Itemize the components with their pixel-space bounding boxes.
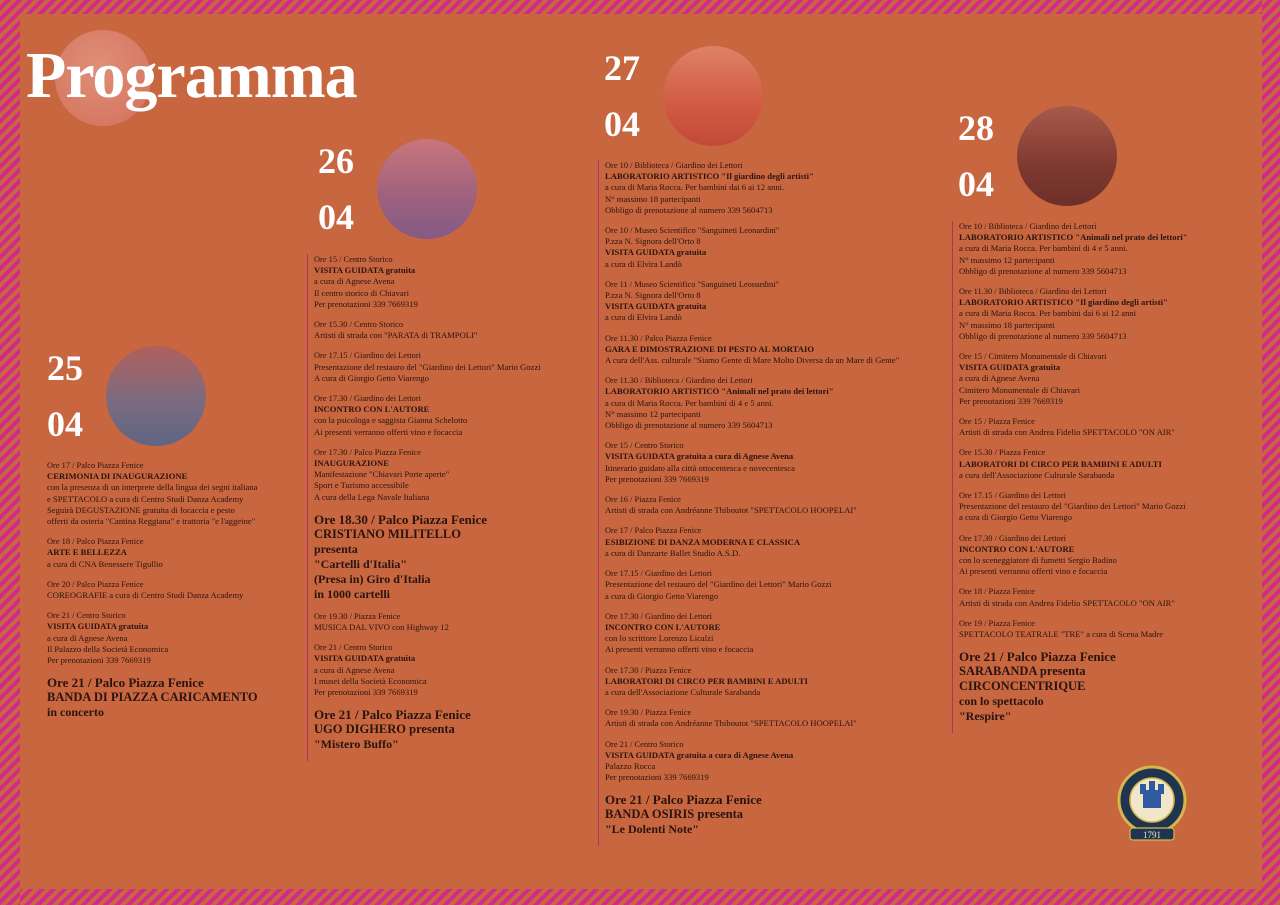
- event-line: Cimitero Monumentale di Chiavari: [959, 384, 1081, 395]
- event-line: Itinerario guidato alla città ottocentesca e novecentesca: [605, 462, 795, 473]
- event-line: SPETTACOLO TEATRALE "TRE" a cura di Scena Madre: [959, 629, 1164, 640]
- event-item: [605, 792, 950, 837]
- day-28-circle: [1017, 106, 1117, 206]
- event-line: Artisti di strada con Andréanne Thiboutot "SPETTACOLO HOOPELAI": [605, 505, 857, 516]
- event-line: ESIBIZIONE DI DANZA MODERNA E CLASSICA: [605, 536, 801, 547]
- event-item: [605, 160, 950, 216]
- event-time-location: Ore 17.30 / Palco Piazza Fenice: [314, 447, 421, 457]
- event-time-location: Ore 15 / Centro Storico: [605, 441, 684, 451]
- day-28-events: [952, 221, 1249, 733]
- event-line: a cura di Maria Rocca. Per bambini dai 6 ai 12 anni.: [605, 182, 785, 193]
- event-line: P.zza N. Signora dell'Orto 8: [605, 236, 701, 247]
- event-line: "Le Dolenti Note": [605, 822, 699, 837]
- event-item: [959, 351, 1249, 407]
- event-line: LABORATORIO ARTISTICO "Animali nel prato dei lettori": [605, 386, 834, 397]
- event-line: a cura di Danzarte Ballet Studio A.S.D.: [605, 547, 741, 558]
- event-item: [47, 610, 297, 666]
- event-item: [605, 665, 950, 699]
- event-time-location: Ore 17.15 / Giardino dei Lettori: [605, 569, 712, 579]
- event-line: a cura di Agnese Avena: [314, 664, 395, 675]
- event-line: CRISTIANO MILITELLO: [314, 526, 461, 541]
- event-line: "Respire": [959, 709, 1012, 724]
- event-item: [605, 525, 950, 559]
- event-line: a cura di Elvira Landò: [605, 312, 682, 323]
- logo-year: 1791: [1143, 830, 1161, 840]
- event-time-location: Ore 21 / Centro Storico: [314, 643, 393, 653]
- event-time-location: Ore 11.30 / Biblioteca / Giardino dei Lettori: [959, 287, 1107, 297]
- event-line: con lo scrittore Lorenzo Licalzi: [605, 633, 714, 644]
- event-item: [605, 375, 950, 431]
- event-line: N° massimo 18 partecipanti: [605, 193, 701, 204]
- event-line: N° massimo 12 partecipanti: [959, 254, 1055, 265]
- event-item: [314, 512, 584, 602]
- event-line: VISITA GUIDATA gratuita: [47, 621, 149, 632]
- event-line: Ai presenti verranno offerti vino e focaccia: [314, 426, 463, 437]
- event-line: VISITA GUIDATA gratuita a cura di Agnese Avena: [605, 451, 794, 462]
- event-line: A cura di Giorgio Getto Viarengo: [314, 372, 429, 383]
- event-line: Artisti di strada con Andréanne Thiboutot "SPETTACOLO HOOPELAI": [605, 718, 857, 729]
- event-line: offerti da osteria "Cantina Reggiana" e trattoria "e l'aggeine": [47, 516, 256, 527]
- event-time-location: Ore 19 / Piazza Fenice: [959, 618, 1035, 628]
- event-line: a cura di Giorgio Getto Viarengo: [605, 590, 719, 601]
- event-line: LABORATORIO ARTISTICO "Il giardino degli artisti": [959, 297, 1168, 308]
- event-line: Il Palazzo della Società Economica: [47, 643, 169, 654]
- event-line: INCONTRO CON L'AUTORE: [605, 621, 721, 632]
- event-time-location: Ore 21 / Palco Piazza Fenice: [47, 675, 204, 691]
- event-item: [959, 618, 1249, 640]
- event-time-location: Ore 15.30 / Piazza Fenice: [959, 448, 1046, 458]
- event-line: A cura dell'Ass. culturale "Siamo Gente di Mare Molto Diversa da un Mare di Gente": [605, 355, 900, 366]
- event-item: [47, 579, 297, 601]
- event-item: [959, 586, 1249, 608]
- event-item: [959, 533, 1249, 578]
- event-line: INCONTRO CON L'AUTORE: [959, 543, 1075, 554]
- event-line: Per prenotazioni 339 7669319: [47, 655, 151, 666]
- event-time-location: Ore 15 / Cimitero Monumentale di Chiavari: [959, 352, 1107, 362]
- event-line: "Cartelli d'Italia": [314, 556, 407, 571]
- event-line: "Mistero Buffo": [314, 737, 399, 752]
- event-item: [605, 333, 950, 367]
- event-line: CERIMONIA DI INAUGURAZIONE: [47, 471, 188, 482]
- bottom-stripe-border: [0, 889, 1280, 905]
- event-item: [959, 416, 1249, 438]
- event-line: Per prenotazioni 339 7669319: [605, 473, 709, 484]
- event-line: VISITA GUIDATA gratuita: [605, 301, 707, 312]
- event-line: UGO DIGHERO presenta: [314, 722, 455, 737]
- event-time-location: Ore 18 / Piazza Fenice: [959, 587, 1035, 597]
- event-line: e SPETTACOLO a cura di Centro Studi Danza Academy: [47, 493, 244, 504]
- event-time-location: Ore 15 / Centro Storico: [314, 255, 393, 264]
- day-27-circle: [663, 46, 763, 146]
- event-item: [47, 675, 297, 720]
- event-line: a cura dell'Associazione Culturale Sarabanda: [959, 469, 1115, 480]
- event-time-location: Ore 17.15 / Giardino dei Lettori: [959, 491, 1066, 501]
- event-time-location: Ore 17.30 / Giardino dei Lettori: [605, 611, 712, 621]
- event-line: SARABANDA presenta: [959, 664, 1086, 679]
- event-line: a cura di Maria Rocca. Per bambini dai 6 ai 12 anni: [959, 308, 1137, 319]
- event-line: Per prenotazioni 339 7669319: [314, 687, 418, 698]
- event-time-location: Ore 16 / Piazza Fenice: [605, 495, 681, 505]
- event-time-location: Ore 19.30 / Piazza Fenice: [314, 611, 401, 621]
- event-line: GARA E DIMOSTRAZIONE DI PESTO AL MORTAIO: [605, 343, 815, 354]
- event-item: [314, 254, 584, 310]
- event-line: VISITA GUIDATA gratuita: [314, 265, 416, 276]
- event-line: Per prenotazioni 339 7669319: [605, 772, 709, 783]
- left-stripe-border: [0, 0, 20, 905]
- event-line: Artisti di strada con "PARATA di TRAMPOLI": [314, 330, 478, 341]
- event-line: VISITA GUIDATA gratuita: [605, 247, 707, 258]
- event-time-location: Ore 18 / Palco Piazza Fenice: [47, 537, 144, 547]
- day-26-circle: [377, 139, 477, 239]
- event-time-location: Ore 15 / Piazza Fenice: [959, 417, 1035, 427]
- event-time-location: Ore 21 / Palco Piazza Fenice: [605, 792, 762, 808]
- day-26-events: [307, 254, 584, 761]
- event-line: Ai presenti verranno offerti vino e focaccia: [959, 566, 1108, 577]
- event-line: Palazzo Rocca: [605, 760, 656, 771]
- event-line: I musei della Società Economica: [314, 675, 427, 686]
- event-line: Seguirà DEGUSTAZIONE gratuita di focaccia e pesto: [47, 504, 235, 515]
- event-line: a cura di Giorgio Getto Viarengo: [959, 512, 1073, 523]
- event-line: in concerto: [47, 705, 104, 720]
- event-time-location: Ore 21 / Centro Storico: [605, 739, 684, 749]
- event-line: LABORATORIO ARTISTICO "Animali nel prato dei lettori": [959, 232, 1188, 243]
- event-item: [605, 440, 950, 485]
- event-line: Sport e Turismo accessibile: [314, 480, 409, 491]
- event-time-location: Ore 10 / Museo Scientifico "Sanguineti Leonardini": [605, 226, 780, 236]
- event-line: LABORATORIO ARTISTICO "Il giardino degli artisti": [605, 171, 814, 182]
- day-27-day: 27: [604, 48, 640, 88]
- event-item: [605, 611, 950, 656]
- event-line: CIRCONCENTRIQUE: [959, 679, 1086, 694]
- day-26-month: 04: [318, 197, 354, 237]
- event-item: [314, 393, 584, 438]
- event-item: [605, 225, 950, 270]
- event-line: INAUGURAZIONE: [314, 458, 389, 469]
- event-line: VISITA GUIDATA gratuita a cura di Agnese Avena: [605, 749, 794, 760]
- event-line: Obbligo di prenotazione al numero 339 5604713: [959, 330, 1127, 341]
- event-item: [47, 460, 297, 527]
- event-line: BANDA DI PIAZZA CARICAMENTO: [47, 690, 258, 705]
- day-25-events: [47, 460, 297, 729]
- event-line: ARTE E BELLEZZA: [47, 547, 127, 558]
- event-item: [47, 536, 297, 570]
- event-line: a cura di Maria Rocca. Per bambini di 4 e 5 anni.: [605, 397, 774, 408]
- event-item: [959, 649, 1249, 724]
- event-line: Per prenotazioni 339 7669319: [314, 298, 418, 309]
- event-line: a cura di Maria Rocca. Per bambini di 4 e 5 anni.: [959, 243, 1128, 254]
- event-line: con la psicologa e saggista Gianna Schelotto: [314, 415, 468, 426]
- event-time-location: Ore 17.30 / Giardino dei Lettori: [314, 394, 421, 404]
- event-line: BANDA OSIRIS presenta: [605, 807, 743, 822]
- event-line: Presentazione del restauro del "Giardino dei Lettori" Mario Gozzi: [314, 361, 541, 372]
- top-stripe-border: [0, 0, 1280, 14]
- event-time-location: Ore 10 / Biblioteca / Giardino dei Lettori: [959, 222, 1097, 231]
- event-line: a cura di Agnese Avena: [47, 632, 128, 643]
- event-time-location: Ore 17 / Palco Piazza Fenice: [47, 461, 144, 470]
- event-item: [314, 707, 584, 752]
- event-item: [605, 739, 950, 784]
- day-25-circle: [106, 346, 206, 446]
- event-line: a cura di Agnese Avena: [959, 373, 1040, 384]
- event-item: [959, 221, 1249, 277]
- event-line: con lo spettacolo: [959, 694, 1044, 709]
- day-25-day: 25: [47, 348, 83, 388]
- event-line: presenta: [314, 541, 358, 556]
- event-item: [605, 707, 950, 729]
- event-time-location: Ore 11.30 / Palco Piazza Fenice: [605, 333, 712, 343]
- event-line: VISITA GUIDATA gratuita: [314, 653, 416, 664]
- event-time-location: Ore 17.15 / Giardino dei Lettori: [314, 351, 421, 361]
- event-time-location: Ore 21 / Palco Piazza Fenice: [959, 649, 1116, 665]
- event-line: a cura dell'Associazione Culturale Sarabanda: [605, 686, 761, 697]
- event-line: VISITA GUIDATA gratuita: [959, 362, 1061, 373]
- event-line: Ai presenti verranno offerti vino e focaccia: [605, 644, 754, 655]
- event-time-location: Ore 11.30 / Biblioteca / Giardino dei Lettori: [605, 376, 753, 386]
- event-time-location: Ore 19.30 / Piazza Fenice: [605, 708, 692, 718]
- event-item: [959, 286, 1249, 342]
- event-line: (Presa in) Giro d'Italia: [314, 571, 431, 586]
- event-time-location: Ore 17 / Palco Piazza Fenice: [605, 526, 702, 536]
- event-item: [314, 319, 584, 341]
- event-item: [605, 494, 950, 516]
- day-27-month: 04: [604, 104, 640, 144]
- event-item: [314, 611, 584, 633]
- event-line: Il centro storico di Chiavari: [314, 287, 409, 298]
- event-line: Manifestazione "Chiavari Porte aperte": [314, 469, 450, 480]
- event-time-location: Ore 21 / Palco Piazza Fenice: [314, 707, 471, 723]
- event-line: Obbligo di prenotazione al numero 339 5604713: [605, 420, 773, 431]
- day-28-month: 04: [958, 164, 994, 204]
- event-line: Obbligo di prenotazione al numero 339 5604713: [605, 204, 773, 215]
- page-title: Programma: [26, 39, 357, 112]
- event-time-location: Ore 15.30 / Centro Storico: [314, 320, 404, 330]
- event-line: COREOGRAFIE a cura di Centro Studi Danza Academy: [47, 590, 244, 601]
- event-line: A cura della Lega Navale Italiana: [314, 491, 430, 502]
- event-line: LABORATORI DI CIRCO PER BAMBINI E ADULTI: [959, 458, 1162, 469]
- event-item: [959, 447, 1249, 481]
- event-line: N° massimo 12 partecipanti: [605, 408, 701, 419]
- day-28-day: 28: [958, 108, 994, 148]
- event-line: INCONTRO CON L'AUTORE: [314, 404, 430, 415]
- event-line: con la presenza di un interprete della lingua dei segni italiana: [47, 482, 258, 493]
- event-time-location: Ore 21 / Centro Storico: [47, 611, 126, 621]
- event-line: a cura di Agnese Avena: [314, 276, 395, 287]
- day-25-month: 04: [47, 404, 83, 444]
- event-line: con lo sceneggiatore di fumetti Sergio Badino: [959, 555, 1117, 566]
- event-line: a cura di CNA Benessere Tigullio: [47, 558, 163, 569]
- event-line: Obbligo di prenotazione al numero 339 5604713: [959, 265, 1127, 276]
- event-line: in 1000 cartelli: [314, 586, 390, 601]
- event-line: Per prenotazioni 339 7669319: [959, 395, 1063, 406]
- event-item: [959, 490, 1249, 524]
- event-line: Presentazione del restauro del "Giardino dei Lettori" Mario Gozzi: [605, 579, 832, 590]
- event-time-location: Ore 18.30 / Palco Piazza Fenice: [314, 511, 488, 527]
- event-line: LABORATORI DI CIRCO PER BAMBINI E ADULTI: [605, 675, 808, 686]
- event-time-location: Ore 10 / Biblioteca / Giardino dei Lettori: [605, 161, 743, 170]
- event-item: [314, 447, 584, 503]
- event-line: a cura di Elvira Landò: [605, 258, 682, 269]
- day-27-events: [598, 160, 950, 846]
- event-item: [605, 279, 950, 324]
- event-time-location: Ore 20 / Palco Piazza Fenice: [47, 579, 144, 589]
- event-line: Artisti di strada con Andrea Fidelio SPETTACOLO "ON AIR": [959, 597, 1175, 608]
- right-stripe-border: [1262, 0, 1280, 905]
- event-item: [314, 642, 584, 698]
- event-line: N° massimo 18 partecipanti: [959, 319, 1055, 330]
- event-item: [605, 568, 950, 602]
- event-line: Artisti di strada con Andrea Fidelio SPETTACOLO "ON AIR": [959, 427, 1175, 438]
- event-time-location: Ore 11 / Museo Scientifico "Sanguineti Leonardini": [605, 279, 779, 289]
- day-26-day: 26: [318, 141, 354, 181]
- event-time-location: Ore 17.30 / Piazza Fenice: [605, 665, 692, 675]
- event-line: Presentazione del restauro del "Giardino dei Lettori" Mario Gozzi: [959, 501, 1186, 512]
- event-item: [314, 350, 584, 384]
- event-time-location: Ore 17.30 / Giardino dei Lettori: [959, 533, 1066, 543]
- event-line: MUSICA DAL VIVO con Highway 12: [314, 622, 449, 633]
- event-line: P.zza N. Signora dell'Orto 8: [605, 290, 701, 301]
